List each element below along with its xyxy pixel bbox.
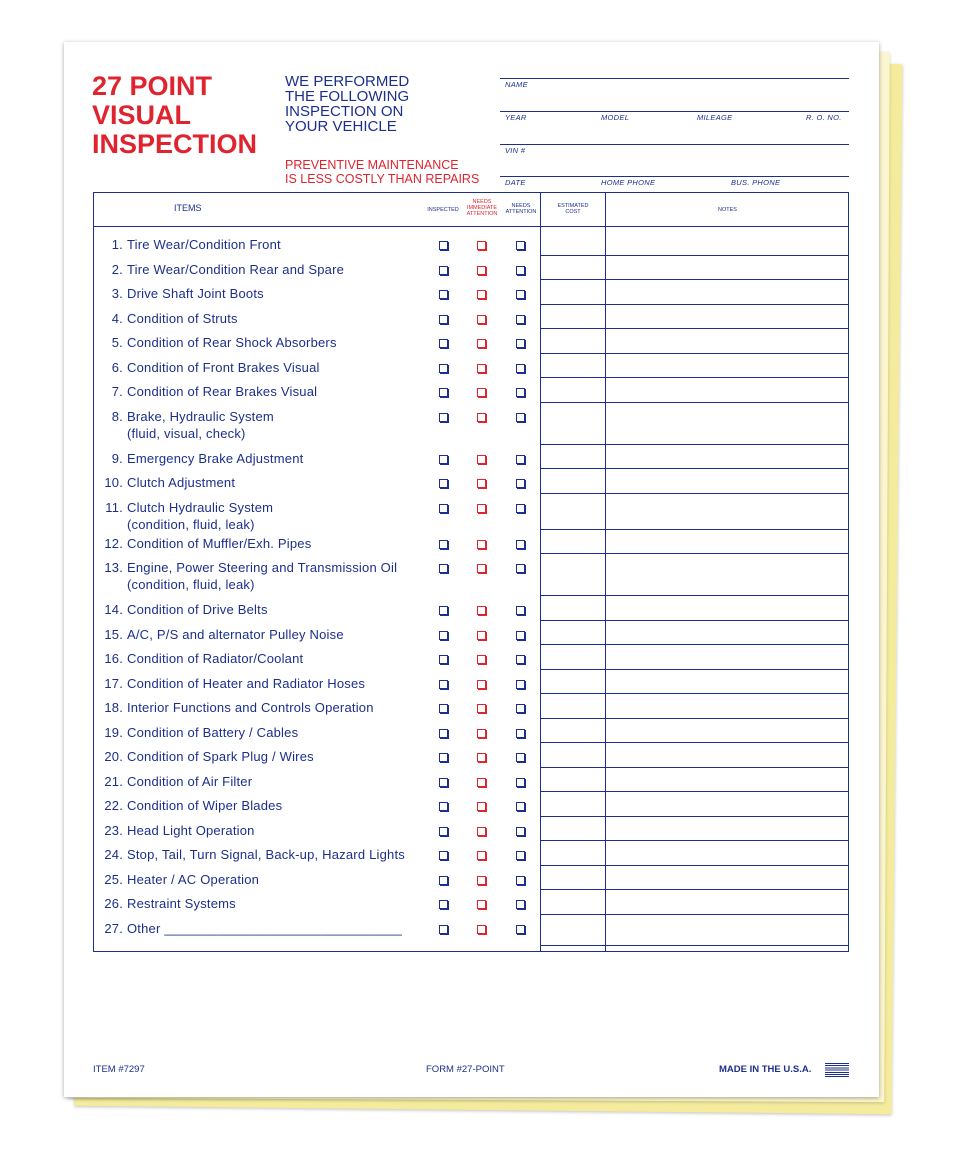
item-number: 21.	[104, 774, 123, 789]
needs-attention-checkbox[interactable]	[516, 631, 525, 640]
item-text: Condition of Drive Belts	[127, 602, 268, 617]
inspected-checkbox[interactable]	[439, 851, 448, 860]
item-number: 10.	[104, 475, 123, 490]
needs-attention-column-header: NEEDS ATTENTION	[505, 203, 537, 215]
item-label	[93, 261, 344, 278]
ro-field-label: R. O. NO.	[806, 113, 842, 122]
cost-notes-row-line	[540, 669, 849, 670]
item-number: 23.	[104, 823, 123, 838]
item-label	[93, 236, 281, 253]
item-label	[93, 846, 405, 863]
needs-attention-checkbox[interactable]	[516, 413, 525, 422]
needs-immediate-checkbox[interactable]	[477, 540, 486, 549]
needs-immediate-column-header: NEEDS IMMEDIATE ATTENTION	[466, 199, 498, 217]
needs-immediate-checkbox[interactable]	[477, 827, 486, 836]
inspected-checkbox[interactable]	[439, 704, 448, 713]
needs-attention-checkbox[interactable]	[516, 266, 525, 275]
item-label	[93, 535, 311, 552]
inspected-checkbox[interactable]	[439, 540, 448, 549]
inspected-checkbox[interactable]	[439, 900, 448, 909]
item-text: Interior Functions and Controls Operation	[127, 700, 374, 715]
item-text: Stop, Tail, Turn Signal, Back-up, Hazard Lights	[127, 847, 405, 862]
item-text: Condition of Spark Plug / Wires	[127, 749, 314, 764]
cost-notes-row-line	[540, 767, 849, 768]
needs-immediate-checkbox[interactable]	[477, 631, 486, 640]
item-text: Clutch Adjustment	[127, 475, 236, 490]
needs-attention-checkbox[interactable]	[516, 455, 525, 464]
cost-notes-row-line	[540, 742, 849, 743]
item-label	[93, 626, 344, 643]
item-number: 4.	[111, 311, 123, 326]
needs-immediate-checkbox[interactable]	[477, 655, 486, 664]
inspected-checkbox[interactable]	[439, 729, 448, 738]
item-number: 5.	[111, 335, 123, 350]
inspected-checkbox[interactable]	[439, 925, 448, 934]
item-label	[93, 499, 273, 533]
inspected-checkbox[interactable]	[439, 827, 448, 836]
needs-immediate-checkbox[interactable]	[477, 455, 486, 464]
item-number: 2.	[111, 262, 123, 277]
item-text: Heater / AC Operation	[127, 872, 260, 887]
inspected-checkbox[interactable]	[439, 504, 448, 513]
item-number: 14.	[104, 602, 123, 617]
needs-attention-checkbox[interactable]	[516, 729, 525, 738]
cost-notes-row-line	[540, 353, 849, 354]
needs-attention-checkbox[interactable]	[516, 802, 525, 811]
needs-immediate-checkbox[interactable]	[477, 364, 486, 373]
item-number: 6.	[111, 360, 123, 375]
needs-immediate-checkbox[interactable]	[477, 388, 486, 397]
item-text: Condition of Wiper Blades	[127, 798, 283, 813]
cost-notes-row-line	[540, 914, 849, 915]
item-label	[93, 724, 298, 741]
needs-attention-checkbox[interactable]	[516, 364, 525, 373]
item-text: A/C, P/S and alternator Pulley Noise	[127, 627, 344, 642]
needs-immediate-checkbox[interactable]	[477, 315, 486, 324]
inspected-checkbox[interactable]	[439, 631, 448, 640]
item-number: 9.	[111, 451, 123, 466]
item-label	[93, 650, 303, 667]
inspected-checkbox[interactable]	[439, 876, 448, 885]
inspected-checkbox[interactable]	[439, 455, 448, 464]
needs-immediate-checkbox[interactable]	[477, 339, 486, 348]
needs-immediate-checkbox[interactable]	[477, 876, 486, 885]
item-text: Drive Shaft Joint Boots	[127, 286, 264, 301]
cost-notes-row-line	[540, 889, 849, 890]
needs-attention-checkbox[interactable]	[516, 564, 525, 573]
item-text: Condition of Struts	[127, 311, 238, 326]
name-line	[500, 78, 849, 79]
item-label	[93, 285, 264, 302]
item-label	[93, 797, 282, 814]
item-label	[93, 408, 274, 442]
cost-notes-row-line	[540, 377, 849, 378]
needs-attention-checkbox[interactable]	[516, 778, 525, 787]
item-text: Tire Wear/Condition Rear and Spare	[127, 262, 345, 277]
item-text: Condition of Front Brakes Visual	[127, 360, 320, 375]
item-number: 19.	[104, 725, 123, 740]
inspected-checkbox[interactable]	[439, 606, 448, 615]
item-label	[93, 310, 238, 327]
item-text: Clutch Hydraulic System	[127, 500, 274, 515]
item-text: Condition of Rear Shock Absorbers	[127, 335, 337, 350]
item-text: Other ________________________________	[127, 921, 403, 936]
item-text: Condition of Air Filter	[127, 774, 253, 789]
inspected-column-header: INSPECTED	[427, 207, 459, 213]
inspected-checkbox[interactable]	[439, 413, 448, 422]
cost-notes-row-line	[540, 791, 849, 792]
vin-field-label: VIN #	[505, 146, 526, 155]
item-label	[93, 383, 317, 400]
item-subtext: (condition, fluid, leak)	[127, 577, 255, 592]
needs-attention-checkbox[interactable]	[516, 827, 525, 836]
mileage-field-label: MILEAGE	[697, 113, 733, 122]
cost-notes-row-line	[540, 304, 849, 305]
inspected-checkbox[interactable]	[439, 388, 448, 397]
date-field-label: DATE	[505, 178, 526, 187]
needs-attention-checkbox[interactable]	[516, 241, 525, 250]
needs-attention-checkbox[interactable]	[516, 315, 525, 324]
tagline: WE PERFORMED THE FOLLOWING INSPECTION ON YOUR VEHICLE	[285, 73, 410, 135]
needs-immediate-checkbox[interactable]	[477, 241, 486, 250]
needs-immediate-checkbox[interactable]	[477, 266, 486, 275]
preventive-maintenance-note: PREVENTIVE MAINTENANCE IS LESS COSTLY THAN REPAIRS	[285, 158, 480, 186]
notes-column-divider	[605, 192, 606, 951]
item-number: 3.	[111, 286, 123, 301]
needs-attention-checkbox[interactable]	[516, 655, 525, 664]
item-text: Condition of Muffler/Exh. Pipes	[127, 536, 312, 551]
item-number: 11.	[105, 500, 123, 515]
inspected-checkbox[interactable]	[439, 266, 448, 275]
item-number: 1.	[111, 237, 123, 252]
cost-notes-row-line	[540, 279, 849, 280]
item-number: 22.	[104, 798, 123, 813]
item-label	[93, 895, 236, 912]
needs-attention-checkbox[interactable]	[516, 704, 525, 713]
inspected-checkbox[interactable]	[439, 802, 448, 811]
item-text: Brake, Hydraulic System	[127, 409, 274, 424]
vehicle-line	[500, 111, 849, 112]
item-number: 13.	[104, 560, 123, 575]
item-text: Engine, Power Steering and Transmission Oil	[127, 560, 398, 575]
item-number: 27.	[104, 921, 123, 936]
cost-notes-row-line	[540, 444, 849, 445]
item-number: 26.	[104, 896, 123, 911]
item-number: 7.	[111, 384, 123, 399]
item-label	[93, 699, 374, 716]
item-label	[93, 601, 268, 618]
cost-notes-row-line	[540, 468, 849, 469]
item-label	[93, 822, 255, 839]
year-field-label: YEAR	[505, 113, 527, 122]
inspected-checkbox[interactable]	[439, 241, 448, 250]
item-label	[93, 773, 252, 790]
needs-attention-checkbox[interactable]	[516, 753, 525, 762]
cost-notes-row-line	[540, 595, 849, 596]
cost-notes-row-line	[540, 693, 849, 694]
cost-notes-row-line	[540, 255, 849, 256]
item-number: 24.	[104, 847, 123, 862]
needs-immediate-checkbox[interactable]	[477, 851, 486, 860]
item-number: 16.	[104, 651, 123, 666]
item-number: 17.	[104, 676, 123, 691]
table-header-divider	[93, 226, 849, 227]
inspected-checkbox[interactable]	[439, 564, 448, 573]
inspected-checkbox[interactable]	[439, 680, 448, 689]
inspected-checkbox[interactable]	[439, 753, 448, 762]
needs-attention-checkbox[interactable]	[516, 851, 525, 860]
cost-notes-row-line	[540, 816, 849, 817]
cost-notes-row-line	[540, 840, 849, 841]
item-label	[93, 559, 397, 593]
needs-attention-checkbox[interactable]	[516, 680, 525, 689]
us-flag-icon	[825, 1063, 849, 1077]
cost-notes-row-line	[540, 718, 849, 719]
cost-notes-row-line	[540, 620, 849, 621]
item-number: 20.	[104, 749, 123, 764]
item-text: Emergency Brake Adjustment	[127, 451, 304, 466]
needs-attention-checkbox[interactable]	[516, 540, 525, 549]
cost-notes-row-line	[540, 493, 849, 494]
needs-attention-checkbox[interactable]	[516, 606, 525, 615]
cost-notes-row-line	[540, 328, 849, 329]
needs-attention-checkbox[interactable]	[516, 479, 525, 488]
item-text: Restraint Systems	[127, 896, 236, 911]
needs-immediate-checkbox[interactable]	[477, 290, 486, 299]
needs-immediate-checkbox[interactable]	[477, 900, 486, 909]
model-field-label: MODEL	[601, 113, 630, 122]
item-label	[93, 675, 365, 692]
form-title: 27 POINT VISUAL INSPECTION	[92, 71, 258, 159]
cost-column-divider	[540, 192, 541, 951]
cost-notes-row-line	[540, 553, 849, 554]
notes-column-header: NOTES	[718, 207, 737, 213]
inspected-checkbox[interactable]	[439, 339, 448, 348]
needs-immediate-checkbox[interactable]	[477, 925, 486, 934]
inspected-checkbox[interactable]	[439, 364, 448, 373]
table-bottom-line	[93, 951, 849, 952]
items-column-header: ITEMS	[174, 203, 202, 213]
item-label	[93, 359, 320, 376]
estimated-cost-column-header: ESTIMATED COST	[557, 203, 589, 215]
made-in-usa: MADE IN THE U.S.A.	[719, 1064, 812, 1075]
bus-phone-field-label: BUS. PHONE	[731, 178, 781, 187]
inspected-checkbox[interactable]	[439, 655, 448, 664]
item-number: 18.	[104, 700, 123, 715]
needs-attention-checkbox[interactable]	[516, 504, 525, 513]
needs-attention-checkbox[interactable]	[516, 388, 525, 397]
needs-attention-checkbox[interactable]	[516, 900, 525, 909]
needs-immediate-checkbox[interactable]	[477, 680, 486, 689]
needs-attention-checkbox[interactable]	[516, 339, 525, 348]
item-number: 25.	[104, 872, 123, 887]
item-number: 8.	[111, 409, 123, 424]
item-label	[93, 334, 337, 351]
needs-immediate-checkbox[interactable]	[477, 729, 486, 738]
item-number: ITEM #7297	[93, 1064, 145, 1075]
item-label	[93, 920, 402, 937]
item-subtext: (condition, fluid, leak)	[127, 517, 255, 532]
inspected-checkbox[interactable]	[439, 479, 448, 488]
needs-attention-checkbox[interactable]	[516, 876, 525, 885]
inspected-checkbox[interactable]	[439, 778, 448, 787]
cost-notes-row-line	[540, 945, 849, 946]
needs-immediate-checkbox[interactable]	[477, 413, 486, 422]
needs-attention-checkbox[interactable]	[516, 925, 525, 934]
item-number: 12.	[104, 536, 123, 551]
inspected-checkbox[interactable]	[439, 290, 448, 299]
item-label	[93, 748, 314, 765]
item-text: Condition of Radiator/Coolant	[127, 651, 304, 666]
needs-immediate-checkbox[interactable]	[477, 504, 486, 513]
item-text: Head Light Operation	[127, 823, 255, 838]
needs-immediate-checkbox[interactable]	[477, 479, 486, 488]
home-phone-field-label: HOME PHONE	[601, 178, 656, 187]
name-field-label: NAME	[505, 80, 528, 89]
inspected-checkbox[interactable]	[439, 315, 448, 324]
item-number: 15.	[104, 627, 123, 642]
item-text: Tire Wear/Condition Front	[127, 237, 281, 252]
cost-notes-row-line	[540, 402, 849, 403]
item-text: Condition of Battery / Cables	[127, 725, 299, 740]
item-subtext: (fluid, visual, check)	[127, 426, 246, 441]
date-line	[500, 176, 849, 177]
cost-notes-row-line	[540, 529, 849, 530]
cost-notes-row-line	[540, 644, 849, 645]
vin-line	[500, 144, 849, 145]
needs-immediate-checkbox[interactable]	[477, 606, 486, 615]
needs-immediate-checkbox[interactable]	[477, 704, 486, 713]
item-label	[93, 474, 235, 491]
needs-attention-checkbox[interactable]	[516, 290, 525, 299]
form-number: FORM #27-POINT	[426, 1064, 505, 1075]
item-text: Condition of Heater and Radiator Hoses	[127, 676, 366, 691]
inspection-form	[64, 42, 879, 1097]
item-label	[93, 871, 259, 888]
needs-immediate-checkbox[interactable]	[477, 802, 486, 811]
item-text: Condition of Rear Brakes Visual	[127, 384, 318, 399]
needs-immediate-checkbox[interactable]	[477, 753, 486, 762]
cost-notes-row-line	[540, 865, 849, 866]
item-label	[93, 450, 303, 467]
needs-immediate-checkbox[interactable]	[477, 778, 486, 787]
needs-immediate-checkbox[interactable]	[477, 564, 486, 573]
